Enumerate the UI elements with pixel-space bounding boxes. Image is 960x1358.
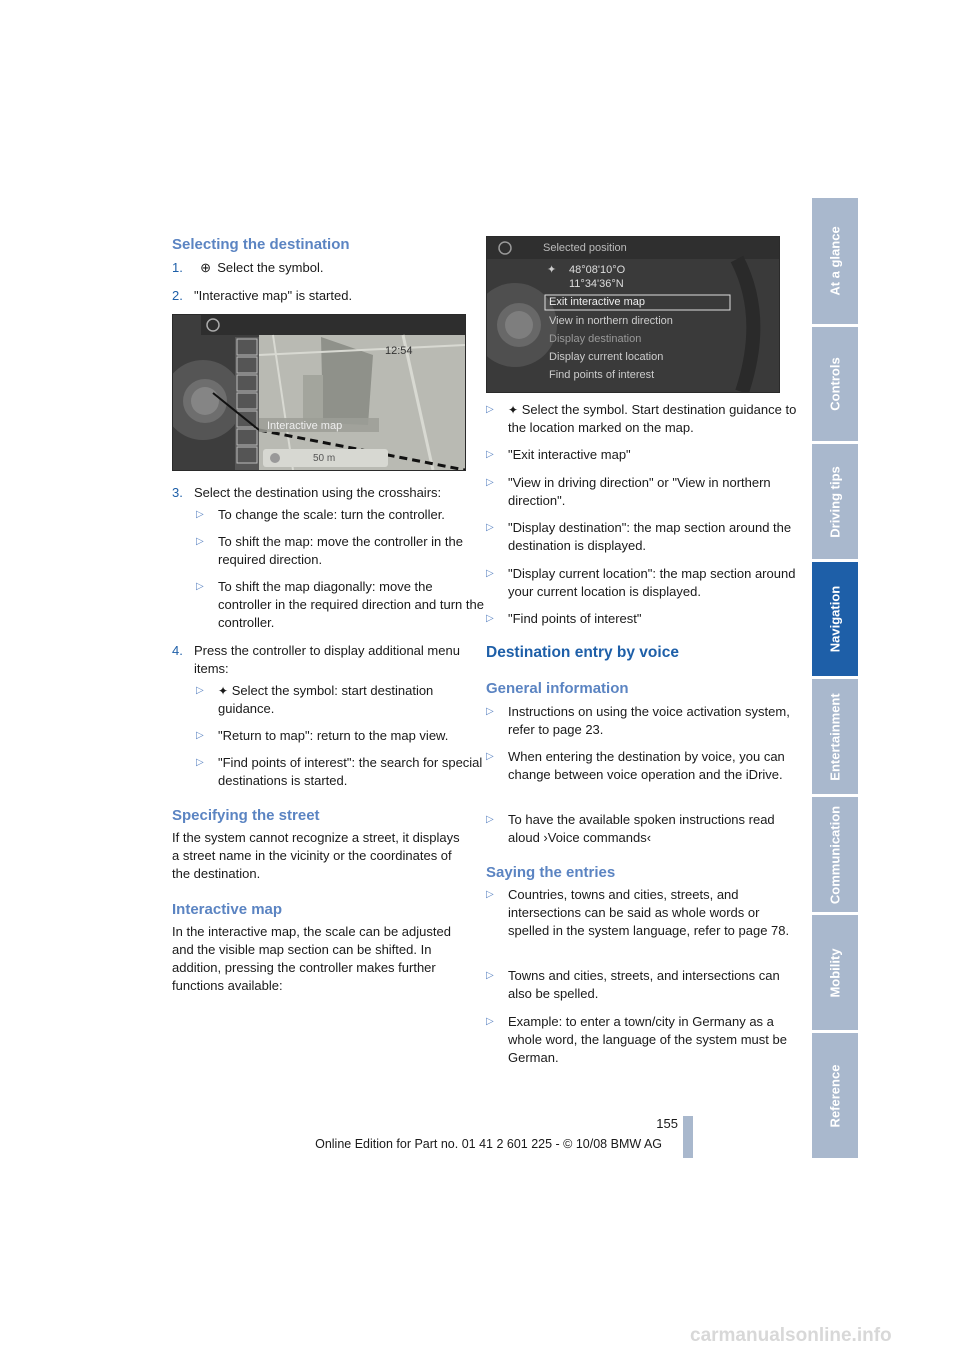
bullet-icon: ▷ [196, 757, 204, 768]
list-item: ▷ To have the available spoken instructions read aloud ›Voice commands‹ [486, 812, 775, 845]
bullet-icon: ▷ [486, 449, 494, 460]
list-item: ▷ Countries, towns and cities, streets, and intersections can be said as whole words or spelled in the system language, refer to page 78. [486, 887, 790, 938]
heading-specifying-street: Specifying the street [172, 807, 320, 824]
watermark: carmanualsonline.info [690, 1325, 892, 1346]
heading-interactive-map: Interactive map [172, 901, 283, 918]
menu-view-northern: View in northern direction [549, 315, 673, 327]
list-item: ▷ ✦ Select the symbol. Start destination guidance to the location marked on the map. [486, 402, 797, 435]
heading-general-information: General information [486, 680, 629, 697]
bullet-icon: ▷ [196, 730, 204, 741]
bullet-icon: ▷ [486, 404, 494, 415]
bullet-icon: ▷ [196, 581, 204, 592]
heading-selecting-destination: Selecting the destination [172, 236, 350, 253]
list-item: ▷ "Find points of interest" [486, 611, 642, 626]
list-item: ▷ "Display current location": the map section around your current location is displayed. [486, 566, 796, 599]
tab-communication[interactable]: Communication [812, 797, 858, 912]
bullet-icon: ▷ [486, 751, 494, 762]
tab-mobility[interactable]: Mobility [812, 915, 858, 1030]
list-item: ▷ Towns and cities, streets, and intersections can also be spelled. [486, 968, 780, 1001]
bullet-icon: ▷ [196, 536, 204, 547]
bullet-icon: ▷ [486, 568, 494, 579]
screen-title: Selected position [543, 242, 627, 254]
tab-controls[interactable]: Controls [812, 327, 858, 441]
menu-display-current: Display current location [549, 351, 664, 363]
paragraph-interactive-map: In the interactive map, the scale can be adjusted and the visible map section can be shifted. In addition, pressing the controller makes further functions available: [172, 924, 451, 993]
bullet-icon: ▷ [486, 970, 494, 981]
list-item: ▷ "Find points of interest": the search for special destinations is started. [196, 755, 483, 788]
tab-navigation[interactable]: Navigation [812, 562, 858, 676]
destination-flag-icon: ✦ [218, 684, 229, 698]
list-item: ▷ "Exit interactive map" [486, 447, 631, 462]
list-item: ▷ "Return to map": return to the map view. [196, 728, 449, 743]
list-item: ▷ "View in driving direction" or "View in northern direction". [486, 475, 771, 508]
selected-position-screenshot [486, 236, 780, 393]
list-item: ▷ Example: to enter a town/city in Germany as a whole word, the language of the system must be German. [486, 1014, 787, 1065]
map-time: 12:54 [385, 345, 413, 357]
list-item: ▷ To shift the map: move the controller in the required direction. [196, 534, 463, 567]
heading-destination-by-voice: Destination entry by voice [486, 644, 679, 661]
menu-exit-interactive-map: Exit interactive map [549, 296, 645, 308]
bullet-icon: ▷ [486, 814, 494, 825]
page-number: 155 [656, 1116, 678, 1131]
bullet-icon: ▷ [486, 613, 494, 624]
step-2: 2. "Interactive map" is started. [172, 288, 353, 303]
flag-icon: ✦ [547, 264, 557, 276]
bullet-icon: ▷ [486, 522, 494, 533]
menu-display-destination: Display destination [549, 333, 642, 345]
tab-driving-tips[interactable]: Driving tips [812, 444, 858, 559]
paragraph-street: If the system cannot recognize a street, it displays a street name in the vicinity or the coordinates of the destination. [172, 830, 460, 881]
interactive-map-screenshot [172, 314, 466, 471]
bullet-icon: ▷ [486, 477, 494, 488]
crosshair-icon: ⊕ [200, 260, 212, 275]
tab-at-a-glance[interactable]: At a glance [812, 198, 858, 324]
list-item: ▷ When entering the destination by voice, you can change between voice operation and the iDrive. [486, 749, 785, 782]
bullet-icon: ▷ [196, 685, 204, 696]
list-item: ▷ Instructions on using the voice activation system, refer to page 23. [486, 704, 790, 737]
destination-flag-icon: ✦ [508, 403, 519, 417]
heading-saying-entries: Saying the entries [486, 864, 616, 881]
bullet-icon: ▷ [486, 706, 494, 717]
coordinate-lat: 11°34'36°N [569, 278, 624, 290]
footer-edition: Online Edition for Part no. 01 41 2 601 225 - © 10/08 BMW AG [315, 1137, 662, 1151]
map-scale-label: 50 m [313, 453, 336, 464]
list-item: ▷ ✦ Select the symbol: start destination guidance. [196, 683, 434, 716]
bullet-icon: ▷ [486, 889, 494, 900]
bullet-icon: ▷ [486, 1016, 494, 1027]
coordinate-lon: 48°08'10°O [569, 264, 626, 276]
tab-entertainment[interactable]: Entertainment [812, 679, 858, 794]
bullet-icon: ▷ [196, 509, 204, 520]
tab-reference[interactable]: Reference [812, 1033, 858, 1158]
menu-find-poi: Find points of interest [549, 369, 655, 381]
page-marker [683, 1116, 693, 1158]
map-mode-label: Interactive map [267, 420, 343, 432]
list-item: ▷ To change the scale: turn the controller. [196, 507, 445, 522]
list-item: ▷ To shift the map diagonally: move the controller in the required direction and turn the controller. [196, 579, 484, 630]
step-1: 1. ⊕ Select the symbol. [172, 260, 324, 275]
step-3: 3. Select the destination using the crosshairs: [172, 485, 442, 500]
list-item: ▷ "Display destination": the map section around the destination is displayed. [486, 520, 792, 553]
step-4: 4. Press the controller to display additional menu items: [172, 643, 460, 676]
